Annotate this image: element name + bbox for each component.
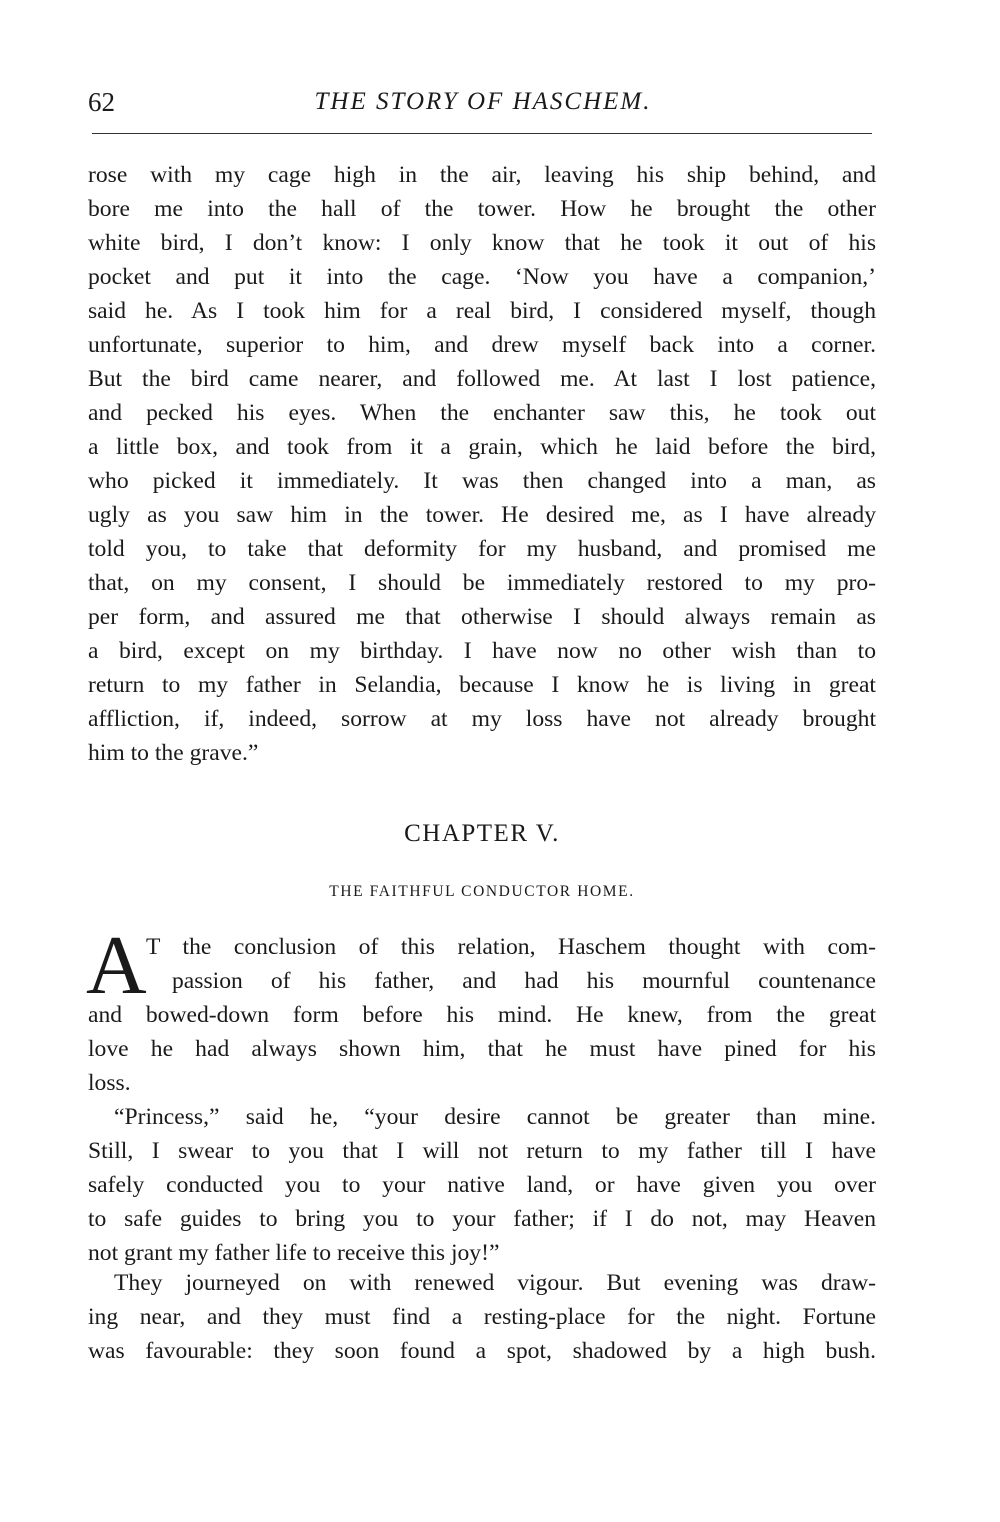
paragraph-4 xyxy=(88,1266,876,1368)
text-line: that, on my consent, I should be immediately restored to my pro- xyxy=(88,570,876,596)
text-line: T the conclusion of this relation, Haschem thought with com- xyxy=(146,934,876,960)
text-line: passion of his father, and had his mournful countenance xyxy=(172,968,876,994)
text-line: per form, and assured me that otherwise I should always remain as xyxy=(88,604,876,630)
text-line: affliction, if, indeed, sorrow at my loss have not already brought xyxy=(88,706,876,732)
text-line: safely conducted you to your native land, or have given you over xyxy=(88,1172,876,1198)
paragraph-1 xyxy=(88,158,876,770)
chapter-subtitle: THE FAITHFUL CONDUCTOR HOME. xyxy=(329,883,635,900)
drop-cap: A xyxy=(86,919,147,1012)
text-line: and bowed-down form before his mind. He knew, from the great xyxy=(88,1002,876,1028)
text-line: But the bird came nearer, and followed me. At last I lost patience, xyxy=(88,366,876,392)
text-line: ing near, and they must find a resting-place for the night. Fortune xyxy=(88,1304,876,1330)
text-line: told you, to take that deformity for my husband, and promised me xyxy=(88,536,876,562)
text-line: love he had always shown him, that he must have pined for his xyxy=(88,1036,876,1062)
text-line: a little box, and took from it a grain, which he laid before the bird, xyxy=(88,434,876,460)
text-line: to safe guides to bring you to your father; if I do not, may Heaven xyxy=(88,1206,876,1232)
text-line: white bird, I don’t know: I only know that he took it out of his xyxy=(88,230,876,256)
text-line: who picked it immediately. It was then changed into a man, as xyxy=(88,468,876,494)
text-line: and pecked his eyes. When the enchanter saw this, he took out xyxy=(88,400,876,426)
running-title: THE STORY OF HASCHEM. xyxy=(314,88,652,115)
text-line: “Princess,” said he, “your desire cannot be greater than mine. xyxy=(114,1104,876,1130)
paragraph-3 xyxy=(88,1100,876,1270)
text-line: pocket and put it into the cage. ‘Now you have a companion,’ xyxy=(88,264,876,290)
chapter-title: CHAPTER V. xyxy=(404,820,560,847)
text-line: rose with my cage high in the air, leaving his ship behind, and xyxy=(88,162,876,188)
page-number: 62 xyxy=(88,87,115,117)
text-line: ugly as you saw him in the tower. He desired me, as I have already xyxy=(88,502,876,528)
text-line: not grant my father life to receive this joy!” xyxy=(88,1240,500,1266)
header-rule xyxy=(92,133,872,134)
text-line: unfortunate, superior to him, and drew myself back into a corner. xyxy=(88,332,876,358)
text-line: Still, I swear to you that I will not return to my father till I have xyxy=(88,1138,876,1164)
text-line: return to my father in Selandia, because I know he is living in great xyxy=(88,672,876,698)
text-line: loss. xyxy=(88,1070,131,1096)
text-line: a bird, except on my birthday. I have now no other wish than to xyxy=(88,638,876,664)
text-line: him to the grave.” xyxy=(88,740,259,766)
text-line: They journeyed on with renewed vigour. But evening was draw- xyxy=(114,1270,876,1296)
text-line: was favourable: they soon found a spot, shadowed by a high bush. xyxy=(88,1338,876,1364)
paragraph-2 xyxy=(88,930,876,1100)
page-header xyxy=(88,84,878,124)
text-line: bore me into the hall of the tower. How he brought the other xyxy=(88,196,876,222)
text-line: said he. As I took him for a real bird, I considered myself, though xyxy=(88,298,876,324)
